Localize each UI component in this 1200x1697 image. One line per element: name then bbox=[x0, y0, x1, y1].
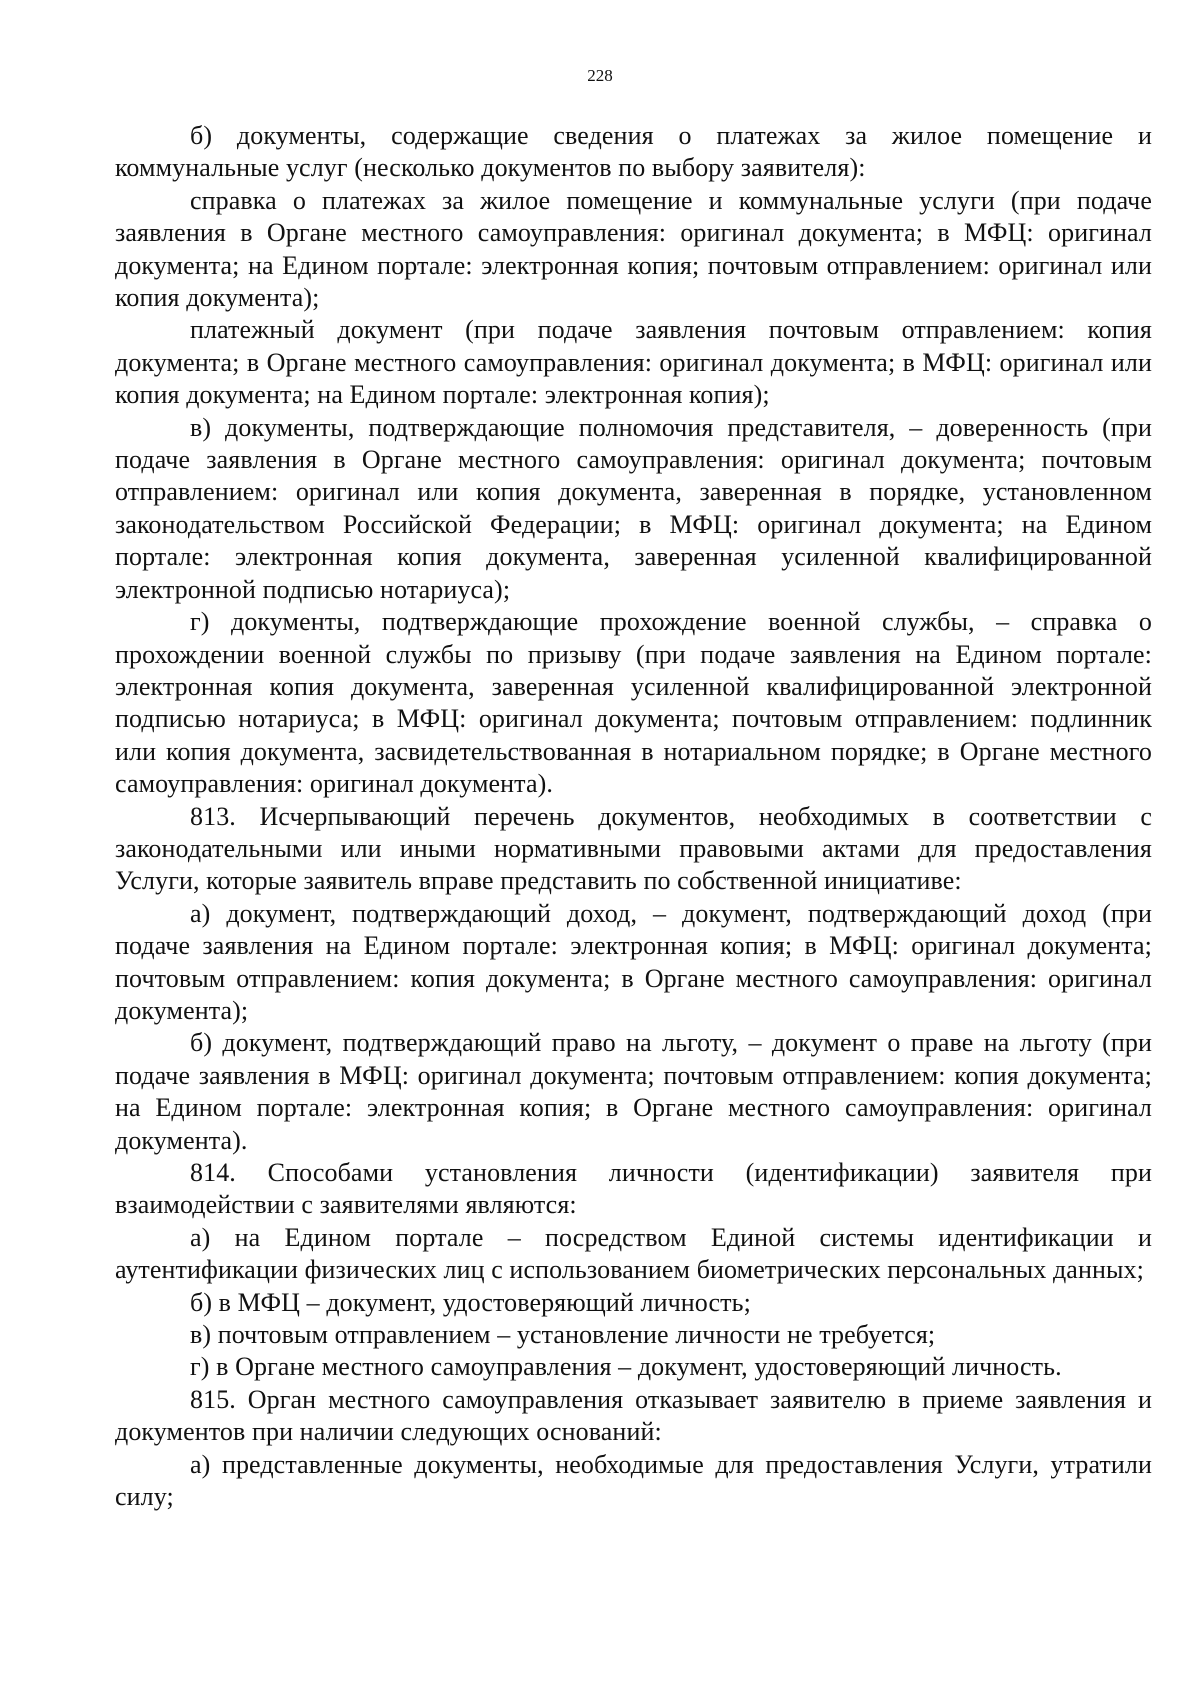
paragraph-814-a-portal: а) на Едином портале – посредством Единой системы идентификации и аутентификации физических лиц с использованием биометрических персональных данных; bbox=[115, 1222, 1152, 1285]
paragraph-v-representative-authority: в) документы, подтверждающие полномочия представителя, – доверенность (при подаче заявления в Органе местного самоуправления: оригинал документа; почтовым отправлением: оригинал или копия документа, заверенная в порядке, установленном законодательством Российской Федерации; в МФЦ: оригинал документа; на Едином портале: электронная копия документа, заверенная усиленной квалифицированной электронной подписью нотариуса); bbox=[115, 412, 1152, 604]
paragraph-814-g-local-authority: г) в Органе местного самоуправления – документ, удостоверяющий личность. bbox=[190, 1352, 1062, 1382]
paragraph-813-documents-list: 813. Исчерпывающий перечень документов, необходимых в соответствии с законодательными или иными нормативными правовыми актами для предоставления Услуги, которые заявитель вправе представить по собственной инициативе: bbox=[115, 801, 1152, 896]
paragraph-b-payment-documents: б) документы, содержащие сведения о платежах за жилое помещение и коммунальные услуг (несколько документов по выбору заявителя): bbox=[115, 121, 1152, 183]
paragraph-payment-document: платежный документ (при подаче заявления почтовым отправлением: копия документа; в Органе местного самоуправления: оригинал документа; в МФЦ: оригинал или копия документа; на Едином портале: электронная копия); bbox=[115, 315, 1152, 410]
paragraph-814-v-postal: в) почтовым отправлением – установление личности не требуется; bbox=[190, 1320, 936, 1350]
paragraph-815-a-expired-documents: а) представленные документы, необходимые для предоставления Услуги, утратили силу; bbox=[115, 1449, 1152, 1512]
page-number: 228 bbox=[587, 66, 613, 85]
paragraph-g-military-service: г) документы, подтверждающие прохождение военной службы, – справка о прохождении военной службы по призыву (при подаче заявления на Едином портале: электронная копия документа, заверенная усиленной квалифицированной электронной подписью нотариуса; в МФЦ: оригинал документа; почтовым отправлением: подлинник или копия документа, засвидетельствованная в нотариальном порядке; в Органе местного самоуправления: оригинал документа). bbox=[115, 607, 1152, 799]
paragraph-814-b-mfc: б) в МФЦ – документ, удостоверяющий личность; bbox=[190, 1287, 751, 1317]
paragraph-payment-certificate: справка о платежах за жилое помещение и коммунальные услуги (при подаче заявления в Органе местного самоуправления: оригинал документа; в МФЦ: оригинал документа; на Едином портале: электронная копия; почтовым отправлением: оригинал или копия документа); bbox=[115, 185, 1152, 313]
paragraph-815-refusal-grounds: 815. Орган местного самоуправления отказывает заявителю в приеме заявления и документов при наличии следующих оснований: bbox=[115, 1384, 1152, 1447]
paragraph-814-identification: 814. Способами установления личности (идентификации) заявителя при взаимодействии с заявителями являются: bbox=[115, 1158, 1152, 1220]
paragraph-813-a-income: а) документ, подтверждающий доход, – документ, подтверждающий доход (при подаче заявления на Едином портале: электронная копия; в МФЦ: оригинал документа; почтовым отправлением: копия документа; в Органе местного самоуправления: оригинал документа); bbox=[115, 898, 1152, 1025]
paragraph-813-b-benefit: б) документ, подтверждающий право на льготу, – документ о праве на льготу (при подаче заявления в МФЦ: оригинал документа; почтовым отправлением: копия документа; на Едином портале: электронная копия; в Органе местного самоуправления: оригинал документа). bbox=[115, 1028, 1152, 1155]
document-body bbox=[115, 120, 1152, 1513]
